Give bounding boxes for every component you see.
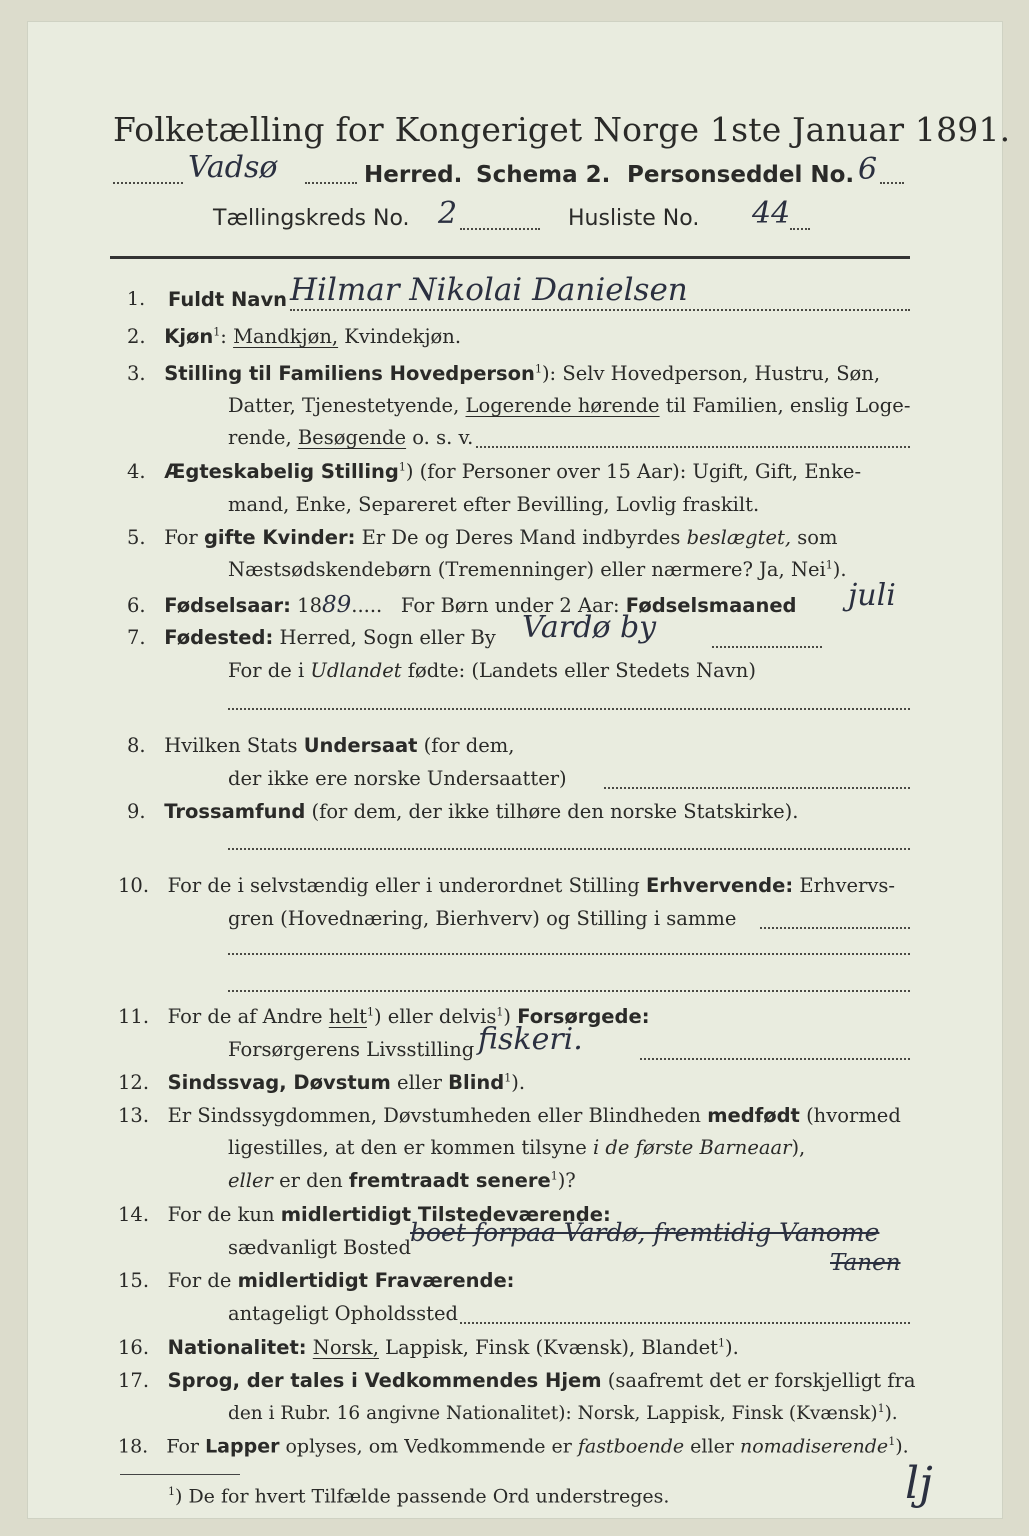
row10-line1: 10. For de i selvstændig eller i underordnet Stilling Erhvervende: Erhvervs- [118,874,895,897]
row13-line1: 13. Er Sindssygdommen, Døvstumheden eller Blindheden medfødt (hvormed [118,1104,901,1127]
footnote: $^1$) De for hvert Tilfælde passende Ord understreges. [168,1485,670,1508]
row8-line1: 8. Hvilken Stats Undersaat (for dem, [127,734,515,757]
herred-label: Herred. [364,162,463,188]
provider-occupation-value: fiskeri. [478,1022,583,1057]
row17-line2: den i Rubr. 16 angivne Nationalitet): Norsk, Lappisk, Finsk (Kvænsk)$^1$). [228,1402,898,1425]
schema-label: Schema 2. [476,162,611,188]
row13-line2: ligestilles, at den er kommen tilsyne i de første Barneaar), [228,1136,806,1159]
row2-line: 2. Kjøn$^1$: Mandkjøn, Kvindekjøn. [127,325,462,348]
row8-line2: der ikke ere norske Undersaatter) [228,767,567,790]
personseddel-label: Personseddel No. [627,162,855,188]
row16-line: 16. Nationalitet: Norsk, Lappisk, Finsk (Kvænsk), Blandet$^1$). [118,1336,739,1359]
row9-line: 9. Trossamfund (for dem, der ikke tilhøre den norske Statskirke). [127,800,799,823]
row3-line1: 3. Stilling til Familiens Hovedperson$^1$): Selv Hovedperson, Hustru, Søn, [127,362,881,385]
option-helt: helt [328,1005,367,1028]
row11-line1: 11. For de af Andre helt$^1$) eller delvis$^1$) Forsørgede: [118,1005,650,1028]
herred-value: Vadsø [188,150,278,185]
row3-line2: Datter, Tjenestetyende, Logerende hørende til Familien, enslig Loge- [228,394,911,417]
personseddel-value: 6 [858,152,878,187]
kreds-label: Tællingskreds No. [213,206,410,231]
signature-mark: lj [905,1458,933,1509]
row4-line1: 4. Ægteskabelig Stilling$^1$) (for Personer over 15 Aar): Ugift, Gift, Enke- [127,460,862,483]
option-norsk: Norsk, [312,1336,379,1359]
option-mandkjon: Mandkjøn, [233,325,339,348]
row11-line2: Forsørgerens Livsstilling [228,1038,475,1061]
row18-line: 18. For Lapper oplyses, om Vedkommende er fastboende eller nomadiserende$^1$). [118,1435,909,1458]
row1-name-value: Hilmar Nikolai Danielsen [290,272,688,308]
row15-line1: 15. For de midlertidigt Fraværende: [118,1269,515,1292]
row-number: 1. [127,288,146,310]
row14-line2: sædvanligt Bosted [228,1236,411,1259]
row7-line1: 7. Fødested: Herred, Sogn eller By [127,626,496,649]
kreds-value: 2 [438,196,458,231]
row3-line3: rende, Besøgende o. s. v. [228,426,474,449]
struck-residence-value-2: Tanen [830,1250,901,1276]
form-title: Folketælling for Kongeriget Norge 1ste Januar 1891. [113,110,1011,149]
option-logerende: Logerende hørende [465,394,660,417]
row13-line3: eller er den fremtraadt senere$^1$)? [228,1169,576,1192]
birth-year-value: 89 [321,592,352,618]
row17-line1: 17. Sprog, der tales i Vedkommendes Hjem (saafremt det er forskjelligt fra [118,1369,916,1392]
row1-label: Fuldt Navn [168,288,288,311]
birth-month-value: juli [848,578,896,613]
header-rule [110,256,910,259]
row4-line2: mand, Enke, Separeret efter Bevilling, Lovlig fraskilt. [228,493,760,516]
row12-line: 12. Sindssvag, Døvstum eller Blind$^1$). [118,1071,526,1094]
row15-line2: antageligt Opholdssted [228,1302,459,1325]
row5-line1: 5. For gifte Kvinder: Er De og Deres Mand indbyrdes beslægtet, som [127,526,838,549]
row10-line2: gren (Hovednæring, Bierhverv) og Stilling i samme [228,907,737,930]
row6-line: 6. Fødselsaar: 1889..... For Børn under 2 Aar: Fødselsmaaned [127,592,797,618]
row14-line1: 14. For de kun midlertidigt Tilstedeværende: [118,1203,611,1226]
footnote-rule [120,1474,240,1475]
husliste-value: 44 [752,196,791,231]
birthplace-value: Vardø by [522,610,657,645]
row7-line2: For de i Udlandet fødte: (Landets eller Stedets Navn) [228,659,756,682]
husliste-label: Husliste No. [568,206,700,231]
row5-line2: Næstsødskendebørn (Tremenninger) eller nærmere? Ja, Nei$^1$). [228,558,847,581]
struck-residence-value: boet forpaa Vardø, fremtidig Vanome [410,1218,880,1247]
